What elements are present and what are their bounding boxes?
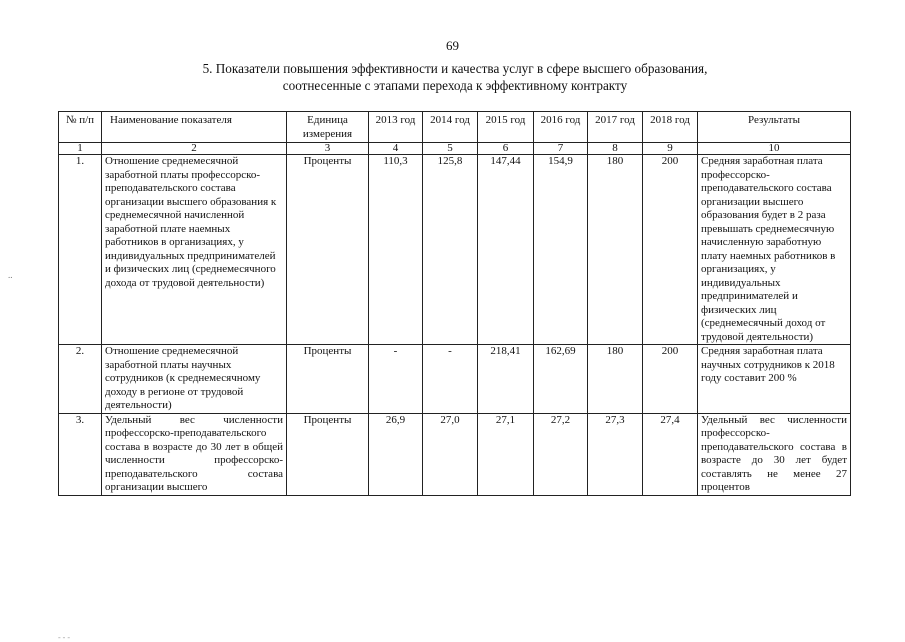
- value-2016: 162,69: [534, 345, 588, 414]
- header-num: № п/п: [59, 112, 102, 143]
- value-2018: 200: [643, 345, 698, 414]
- unit-cell: Проценты: [287, 413, 369, 495]
- margin-mark: ..: [8, 270, 13, 280]
- result-cell: Средняя заработная плата профессорско-преподавательского состава организации высшего образования будет в 2 раза превышать среднемесячную начисленную заработную плату наемных работников в организациях, у индивидуальных предпринимателей и физических лиц (среднемесячный доход от трудовой деятельности): [698, 155, 851, 345]
- value-2017: 180: [588, 345, 643, 414]
- value-2018: 27,4: [643, 413, 698, 495]
- indicators-table: [58, 111, 851, 496]
- table-row: [59, 413, 851, 495]
- value-2014: 125,8: [423, 155, 478, 345]
- row-num: 2.: [59, 345, 102, 414]
- value-2015: 147,44: [478, 155, 534, 345]
- value-2014: 27,0: [423, 413, 478, 495]
- result-cell: Удельный вес численности профессорско-преподавательского состава в возрасте до 30 лет будет составлять не менее 27 процентов: [698, 413, 851, 495]
- col-number: 8: [588, 143, 643, 155]
- col-number: 3: [287, 143, 369, 155]
- header-2015: 2015 год: [478, 112, 534, 143]
- row-num: 3.: [59, 413, 102, 495]
- header-row: [59, 112, 851, 143]
- col-number: 7: [534, 143, 588, 155]
- header-2014: 2014 год: [423, 112, 478, 143]
- table-row: [59, 345, 851, 414]
- col-number: 1: [59, 143, 102, 155]
- column-number-row: [59, 143, 851, 155]
- header-2013: 2013 год: [369, 112, 423, 143]
- indicator-name: Удельный вес численности профессорско-преподавательского состава в возрасте до 30 лет в общей численности профессорско-преподавательского состава организации высшего: [102, 413, 287, 495]
- header-2017: 2017 год: [588, 112, 643, 143]
- value-2017: 27,3: [588, 413, 643, 495]
- value-2013: 110,3: [369, 155, 423, 345]
- col-number: 6: [478, 143, 534, 155]
- indicator-name: Отношение среднемесячной заработной платы профессорско-преподавательского состава организации высшего образования к среднемесячной начисленной заработной плате наемных работников в организациях, у индивидуальных предпринимателей и физических лиц (среднемесячного дохода от трудовой деятельности): [102, 155, 287, 345]
- value-2013: -: [369, 345, 423, 414]
- value-2017: 180: [588, 155, 643, 345]
- col-number: 2: [102, 143, 287, 155]
- header-results: Результаты: [698, 112, 851, 143]
- title-line-2: соотнесенные с этапами перехода к эффективному контракту: [282, 78, 628, 93]
- title-line-1: 5. Показатели повышения эффективности и качества услуг в сфере высшего образования,: [202, 61, 708, 76]
- col-number: 9: [643, 143, 698, 155]
- value-2016: 154,9: [534, 155, 588, 345]
- row-num: 1.: [59, 155, 102, 345]
- value-2015: 218,41: [478, 345, 534, 414]
- col-number: 4: [369, 143, 423, 155]
- header-unit: Единица измерения: [287, 112, 369, 143]
- result-cell: Средняя заработная плата научных сотрудников к 2018 году составит 200 %: [698, 345, 851, 414]
- unit-cell: Проценты: [287, 345, 369, 414]
- header-name: Наименование показателя: [102, 112, 287, 143]
- value-2014: -: [423, 345, 478, 414]
- value-2016: 27,2: [534, 413, 588, 495]
- value-2013: 26,9: [369, 413, 423, 495]
- col-number: 10: [698, 143, 851, 155]
- unit-cell: Проценты: [287, 155, 369, 345]
- value-2018: 200: [643, 155, 698, 345]
- indicator-name: Отношение среднемесячной заработной платы научных сотрудников (к среднемесячному доходу в регионе от трудовой деятельности): [102, 345, 287, 414]
- page-number: 69: [446, 38, 459, 53]
- header-2018: 2018 год: [643, 112, 698, 143]
- col-number: 5: [423, 143, 478, 155]
- margin-mark: - - -: [58, 633, 70, 642]
- value-2015: 27,1: [478, 413, 534, 495]
- table-row: [59, 155, 851, 345]
- header-2016: 2016 год: [534, 112, 588, 143]
